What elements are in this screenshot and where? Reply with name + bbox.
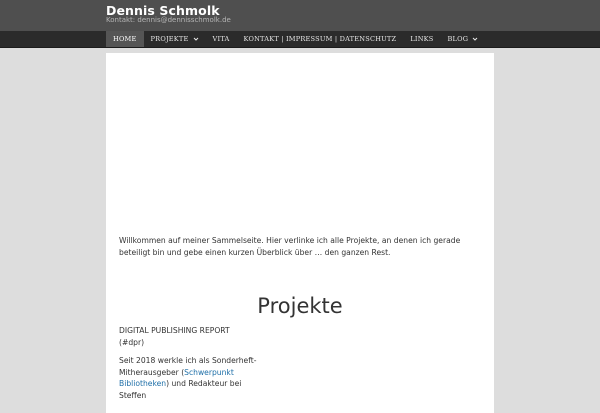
intro-text: Willkommen auf meiner Sammelseite. Hier verlinke ich alle Projekte, an denen ich gerade beteiligt bin und gebe einen kurzen Überblick über … den ganzen Rest. xyxy=(119,236,461,257)
chevron-down-icon xyxy=(193,36,199,42)
site-title[interactable]: Dennis Schmolk xyxy=(106,3,220,18)
nav-blog[interactable] xyxy=(441,31,486,47)
nav-item-label: HOME xyxy=(113,35,137,43)
nav-kontakt[interactable] xyxy=(237,31,404,47)
nav-menu xyxy=(106,31,485,47)
dpr-title: DIGITAL PUBLISHING REPORT xyxy=(119,326,230,335)
nav-item-label: BLOG xyxy=(447,35,469,43)
dpr-tag: (#dpr) xyxy=(119,338,145,347)
nav-projekte[interactable] xyxy=(144,31,206,47)
dpr-description xyxy=(119,355,259,401)
nav-item-label: VITA xyxy=(212,35,230,43)
site-description: Kontakt: dennis@dennisschmolk.de xyxy=(106,16,231,24)
nav-links[interactable] xyxy=(403,31,440,47)
dpr-text-before: Seit 2018 werkle ich als Sonderheft-Mitherausgeber ( xyxy=(119,356,257,377)
dpr-text-after: ) und Redakteur bei Steffen xyxy=(119,379,242,400)
main-content xyxy=(106,53,494,413)
chevron-down-icon xyxy=(472,36,478,42)
site-header xyxy=(0,0,600,31)
projects-heading: Projekte xyxy=(257,294,343,318)
nav-item-label: KONTAKT | IMPRESSUM | DATENSCHUTZ xyxy=(243,35,397,43)
nav-item-label: PROJEKTE xyxy=(150,35,189,43)
main-navigation xyxy=(0,31,600,48)
schwerpunkt-bibliotheken-link[interactable]: Schwerpunkt Bibliotheken xyxy=(119,367,234,388)
nav-item-label: LINKS xyxy=(410,35,434,43)
nav-home[interactable] xyxy=(106,31,144,47)
nav-vita[interactable] xyxy=(206,31,237,47)
